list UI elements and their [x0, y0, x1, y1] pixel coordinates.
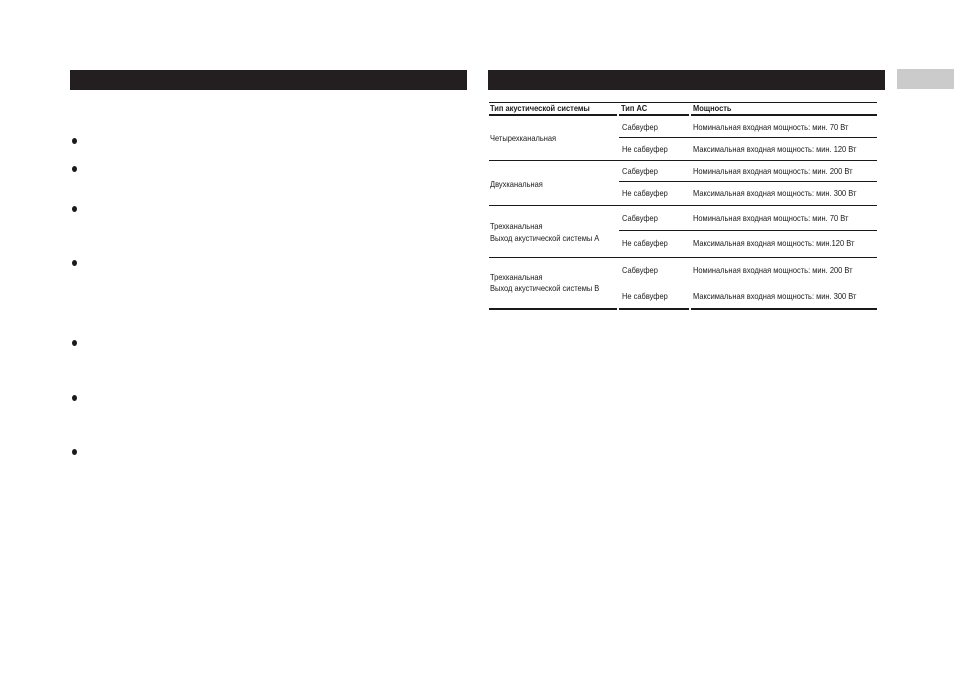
speaker-type-cell: Сабвуфер [622, 122, 658, 132]
group-rule [489, 205, 877, 206]
power-cell: Номинальная входная мощность: мин. 200 Вт [693, 166, 853, 176]
power-cell: Максимальная входная мощность: мин. 120 Вт [693, 144, 857, 154]
speaker-spec-table [489, 102, 877, 310]
system-type-cell: Трехканальная [490, 272, 543, 282]
header-system-type: Тип акустической системы [490, 103, 590, 113]
speaker-type-cell: Не сабвуфер [622, 188, 668, 198]
header-speaker-type: Тип АС [621, 103, 648, 113]
power-cell: Максимальная входная мощность: мин. 300 Вт [693, 188, 857, 198]
row-rule [619, 137, 877, 138]
power-cell: Номинальная входная мощность: мин. 70 Вт [693, 213, 849, 223]
header-rule [691, 114, 877, 116]
bullet-icon [71, 205, 79, 213]
right-section-header-bar [488, 70, 885, 90]
power-cell: Номинальная входная мощность: мин. 200 Вт [693, 265, 853, 275]
bullet-icon [71, 448, 79, 456]
power-cell: Максимальная входная мощность: мин. 300 Вт [693, 291, 857, 301]
speaker-type-cell: Сабвуфер [622, 213, 658, 223]
table-bottom-rule [489, 308, 617, 310]
header-rule [489, 114, 617, 116]
bullet-icon [71, 259, 79, 267]
bullet-icon [71, 339, 79, 347]
section-tab [897, 69, 954, 89]
speaker-type-cell: Не сабвуфер [622, 144, 668, 154]
group-rule [489, 160, 877, 161]
power-cell: Номинальная входная мощность: мин. 70 Вт [693, 122, 849, 132]
left-section-header-bar [70, 70, 467, 90]
speaker-type-cell: Сабвуфер [622, 265, 658, 275]
speaker-type-cell: Не сабвуфер [622, 291, 668, 301]
system-type-cell: Трехканальная [490, 221, 543, 231]
speaker-type-cell: Не сабвуфер [622, 238, 668, 248]
bullet-icon [71, 165, 79, 173]
row-rule [619, 230, 877, 231]
header-rule [619, 114, 689, 116]
system-type-cell: Выход акустической системы B [490, 283, 600, 293]
row-rule [619, 181, 877, 182]
table-bottom-rule [691, 308, 877, 310]
system-type-cell: Выход акустической системы A [490, 233, 600, 243]
header-power: Мощность [693, 103, 732, 113]
bullet-icon [71, 394, 79, 402]
speaker-type-cell: Сабвуфер [622, 166, 658, 176]
table-bottom-rule [619, 308, 689, 310]
group-rule [489, 257, 877, 258]
system-type-cell: Четырехканальная [490, 133, 557, 143]
bullet-icon [71, 137, 79, 145]
power-cell: Максимальная входная мощность: мин.120 Вт [693, 238, 855, 248]
system-type-cell: Двухканальная [490, 179, 543, 189]
